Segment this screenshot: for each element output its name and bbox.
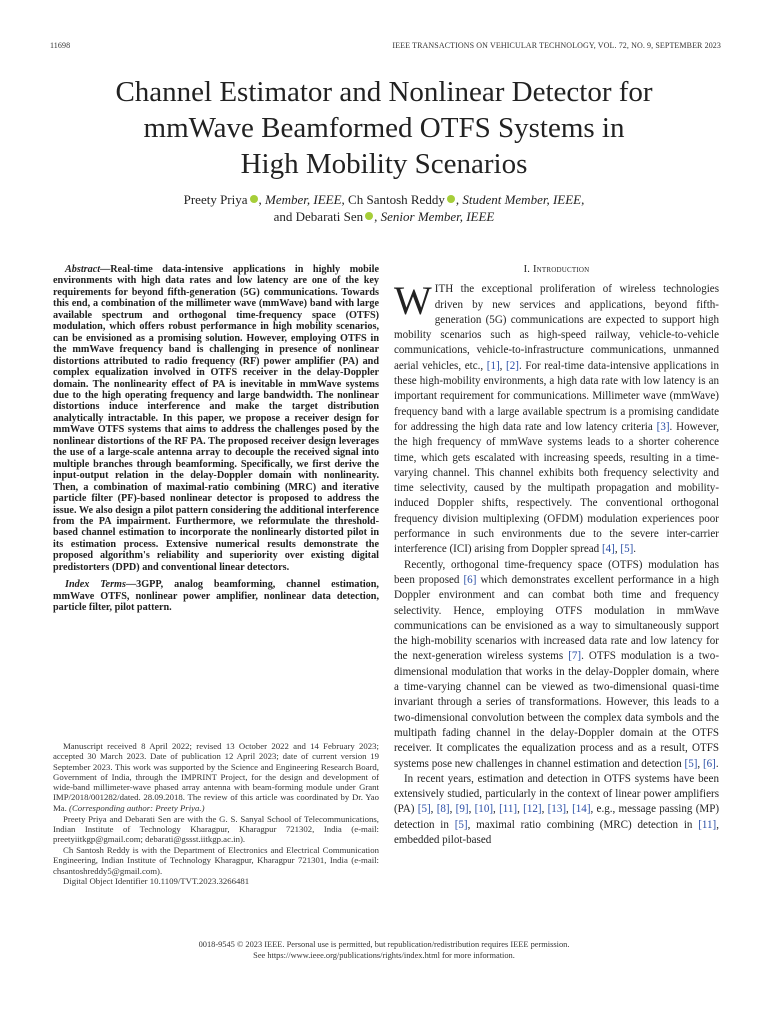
- citation-link[interactable]: [5]: [620, 543, 634, 556]
- paragraph-text: ,: [499, 359, 507, 372]
- paragraph-text: ,: [541, 803, 548, 816]
- paragraph-text: ,: [566, 803, 573, 816]
- index-terms-text: —3GPP, analog beamforming, channel estimation, mmWave OTFS, nonlinear power amplifier, nonlinear data detection, particle filter, pilot pattern.: [53, 579, 379, 614]
- footnote: Preety Priya and Debarati Sen are with the G. S. Sanyal School of Telecommunications, Indian Institute of Technology Kharagpur, Kharagpur 721302, India (e-mail: preetyiitkgp@gmail.com; debarati@gssst.iitkgp.ac.in).: [53, 813, 379, 845]
- section-heading: [394, 262, 719, 277]
- paragraph-body: [394, 559, 719, 770]
- title-line: mmWave Beamformed OTFS Systems in: [143, 112, 625, 144]
- paragraph-text: , e.g., message passing (MP) detection in: [394, 803, 720, 831]
- paragraph-text: ITH the exceptional proliferation of wireless technologies driven by new services and applications, beyond fifth-generation (5G) communications are expected to support high mobility scenarios such as high-speed railway, vehicle-to-vehicle communications, vehicle-to-infrastructure communications, unmanned aerial vehicles, etc.,: [394, 283, 719, 372]
- section-title: Introduction: [532, 264, 590, 275]
- paragraph-text: ,: [614, 543, 621, 556]
- paragraph: [394, 772, 719, 848]
- paragraph-text: ,: [517, 803, 524, 816]
- author-name: Debarati Sen: [295, 209, 364, 224]
- citation-link[interactable]: [5]: [417, 803, 431, 816]
- citation-link[interactable]: [10]: [474, 803, 494, 816]
- paragraph-body: [394, 773, 719, 846]
- paragraph-text: which demonstrates excellent performance in a high Doppler environment and can combat both time and frequency selectivity. Hence, employing OTFS modulation in mmWave communications can be envisioned as a way to simultaneously support the high-mobility scenarios with increased data rate and low latency for the next-generation wireless systems: [394, 573, 719, 663]
- paragraph-text: ,: [493, 803, 500, 816]
- citation-link[interactable]: [9]: [455, 803, 469, 816]
- footnote: Ch Santosh Reddy is with the Department of Electronics and Electrical Communication Engineering, Indian Institute of Technology Kharagpur, Kharagpur 721301, India (e-mail: chsantoshreddy5@gmail.com).: [53, 844, 379, 876]
- citation-link[interactable]: [3]: [656, 420, 670, 433]
- paragraph-text: ,: [697, 757, 703, 770]
- citation-link[interactable]: [12]: [523, 803, 542, 816]
- citation-link[interactable]: [8]: [436, 803, 450, 816]
- paragraph-text: . OTFS modulation is a two-dimensional modulation that works in the delay-Doppler domain, where a time-varying channel can be viewed as two-dimensional quasi-time invariant through a series of transformations. However, this leads to a two-dimensional convolution between the complex data symbols and the multipath fading channel in the delay-Doppler domain at the OTFS receiver. It complicates the equalization process and as a result, OTFS systems pose new challenges in channel estimation and detection: [394, 650, 719, 770]
- footnotes: [53, 741, 379, 887]
- author-name: Preety Priya: [183, 192, 248, 207]
- paragraph-body: [394, 278, 719, 556]
- author-role: Member, IEEE: [265, 192, 342, 207]
- author-line: and Debarati Sen , Senior Member, IEEE: [273, 209, 495, 224]
- orcid-icon[interactable]: [365, 212, 373, 220]
- footnote-text: Manuscript received 8 April 2022; revised 13 October 2022 and 14 February 2023; accepted 30 March 2023. Date of publication 12 April 2023; date of current version 19 September 2023. This work was supported by the Science and Engineering Research Board, Government of India, through the IMPRINT Project, for the design and development of wide-band millimeter-wave phased array antenna with beam-forming module under Grant IMP/2018/001282/dated. 28.09.2018. The review of this article was coordinated by Dr. Yao Ma.: [53, 741, 379, 813]
- footnote: Digital Object Identifier 10.1109/TVT.2023.3266481: [63, 876, 250, 887]
- paragraph-text: . However, the high frequency of mmWave systems leads to a shorter coherence time, which gets escalated with increasing speeds, resulting in a time-varying channel. This channel exhibits both frequency selectivity and time selectivity, caused by the multipath propagation and mobility-induced Doppler shifts, respectively. The conventional orthogonal frequency division multiplexing (OFDM) modulation experiences poor performance in such environments due to the severe inter-carrier interference (ICI) arising from Doppler spread: [394, 420, 719, 556]
- left-column: [53, 264, 379, 614]
- author-name: Ch Santosh Reddy: [348, 192, 445, 207]
- running-header: IEEE TRANSACTIONS ON VEHICULAR TECHNOLOGY, VOL. 72, NO. 9, SEPTEMBER 2023: [392, 41, 721, 50]
- citation-link[interactable]: [11]: [698, 818, 717, 831]
- citation-link[interactable]: [13]: [547, 803, 567, 816]
- paragraph-text: . For real-time data-intensive applications in these high-mobility environments, a high data rate with low latency is an important requirement for communications. Millimeter wave (mmWave) frequency band with a large available spectrum is a promising candidate for addressing the high data rate and low latency criteria: [394, 359, 719, 433]
- paragraph-text: ,: [449, 803, 456, 816]
- paragraph: [394, 558, 719, 772]
- citation-link[interactable]: [6]: [702, 757, 716, 770]
- paragraph-text: In recent years, estimation and detection in OTFS systems have been extensively studied, particularly in the context of linear power amplifiers (PA): [394, 772, 719, 816]
- paragraph-text: Recently, orthogonal time-frequency space (OTFS) modulation has been proposed: [394, 558, 719, 586]
- footnote: [53, 741, 379, 813]
- citation-link[interactable]: [6]: [463, 573, 477, 586]
- section-number: I.: [523, 264, 531, 275]
- footnote-text: (Corresponding author: Preety Priya.): [69, 802, 205, 813]
- citation-link[interactable]: [5]: [684, 757, 698, 770]
- author-conjunction: and: [273, 209, 293, 224]
- footer-line: 0018-9545 © 2023 IEEE. Personal use is permitted, but republication/redistribution requires IEEE permission.: [198, 940, 570, 949]
- title-line: Channel Estimator and Nonlinear Detector for: [115, 76, 653, 108]
- citation-link[interactable]: [4]: [601, 543, 615, 556]
- paper-title: [60, 74, 708, 182]
- index-terms-label: Index Terms: [65, 579, 126, 591]
- citation-link[interactable]: [1]: [486, 359, 500, 372]
- paragraph-text: .: [715, 757, 719, 770]
- paragraph: [394, 278, 719, 557]
- author-role: Student Member, IEEE: [462, 192, 582, 207]
- paragraph-text: , maximal ratio combining (MRC) detection in: [467, 818, 699, 831]
- author-role: Senior Member, IEEE: [380, 209, 495, 224]
- author-block: [60, 191, 708, 225]
- paragraph-text: ,: [430, 803, 437, 816]
- page-number: 11698: [50, 41, 71, 50]
- citation-link[interactable]: [2]: [506, 359, 519, 372]
- index-terms: [53, 579, 379, 613]
- citation-link[interactable]: [14]: [572, 803, 591, 816]
- right-column: [394, 262, 719, 848]
- footer-line: See https://www.ieee.org/publications/rights/index.html for more information.: [253, 951, 515, 960]
- citation-link[interactable]: [11]: [499, 803, 518, 816]
- paragraph-text: ,: [468, 803, 475, 816]
- citation-link[interactable]: [7]: [568, 650, 582, 663]
- paragraph-text: .: [633, 543, 637, 556]
- orcid-icon[interactable]: [447, 195, 455, 203]
- author-line: Preety Priya , Member, IEEE, Ch Santosh Reddy , Student Member, IEEE,: [183, 192, 585, 207]
- abstract-text: —Real-time data-intensive applications in highly mobile environments with high data rates and low latency are one of the key requirements for beyond fifth-generation (5G) communications. Towards this end, a combination of the millimeter wave (mmWave) band with large available spectrum and orthogonal time-frequency space (OTFS) modulation, which offers robust performance in high mobility scenarios, can be envisioned as a promising solution. However, employing OTFS in the mmWave frequency band is challenging in presence of nonlinear distortions attributed to radio frequency (RF) power amplifier (PA) and complex equalization involved in OTFS receiver in the delay-Doppler domain. The nonlinearity effect of PA is inevitable in mmWave systems due to the high operating frequency and large bandwidth. The nonlinear distortions induce interference and make the target distribution analytically intractable. In this paper, we propose a receiver design for mmWave OTFS systems that aims to address the challenges posed by the nonlinear distortions of the RF PA. The proposed receiver design leverages the use of a large-scale antenna array to decouple the received signal into multiple branches through beamforming. Specifically, we first derive the input-output relation in the delay-Doppler domain with nonlinearity. Then, a combination of maximal-ratio combining (MRC) and iterative particle filter (PF)-based nonlinear detector is proposed to address the issue. We also design a pilot pattern considering the additional interference from the PA impairment. Furthermore, we reformulate the threshold-based channel estimation to incorporate the nonlinearly distorted pilot in its estimation process. Extensive numerical results demonstrate the proposed algorithm's reliability and superiority over existing digital predistorters (DPD) and conventional linear detectors.: [53, 264, 379, 573]
- abstract-label: Abstract: [65, 264, 101, 275]
- citation-link[interactable]: [5]: [454, 818, 468, 831]
- abstract: [53, 264, 379, 573]
- copyright-footer: [60, 939, 708, 961]
- orcid-icon[interactable]: [250, 195, 258, 203]
- drop-cap: W: [394, 278, 432, 324]
- title-line: High Mobility Scenarios: [240, 148, 528, 180]
- paragraph-text: , embedded pilot-based: [394, 818, 719, 846]
